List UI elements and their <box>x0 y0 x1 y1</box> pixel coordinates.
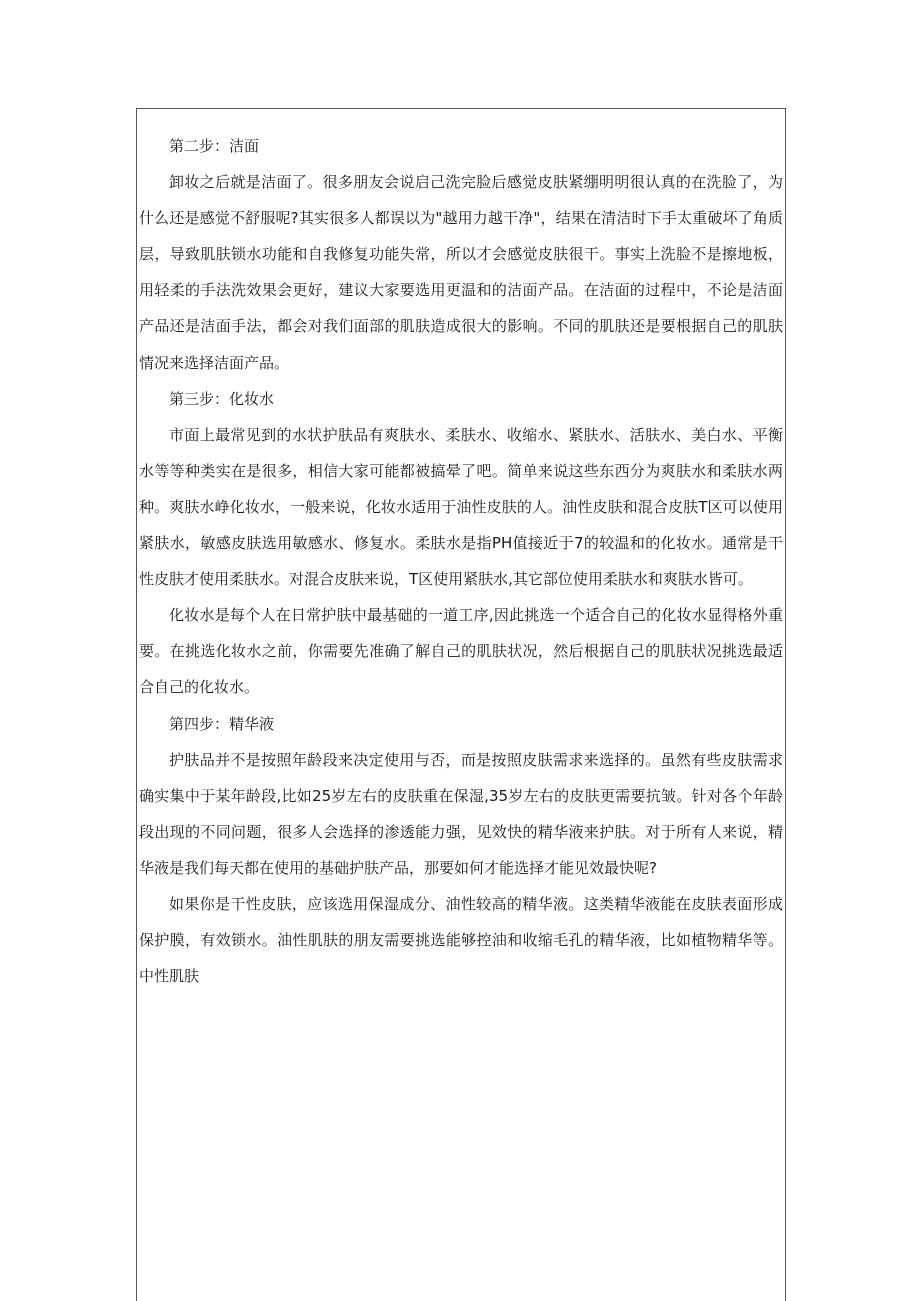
paragraph-cleansing: 卸妆之后就是洁面了。很多朋友会说启己洗完脸后感觉皮肤紧绷明明很认真的在洗脸了，为什么还是感觉不舒服呢?其实很多人都误以为"越用力越干净"，结果在清洁时下手太重破坏了角质层，导致肌肤锁水功能和自我修复功能失常，所以才会感觉皮肤很干。事实上洗脸不是擦地板，用轻柔的手法洗效果会更好，建议大家要选用更温和的洁面产品。在洁面的过程中，不论是洁面产品还是洁面手法，都会对我们面部的肌肤造成很大的影响。不同的肌肤还是要根据自己的肌肤情况来选择洁面产品。 <box>139 173 783 372</box>
paragraph-essence-skin-type: 如果你是干性皮肤，应该选用保湿成分、油性较高的精华液。这类精华液能在皮肤表面形成保护膜，有效锁水。油性肌肤的朋友需要挑选能够控油和收缩毛孔的精华液，比如植物精华等。中性肌肤 <box>139 894 783 986</box>
section-heading-toner: 第三步：化妆水 <box>169 389 275 408</box>
paragraph-toner-types: 市面上最常见到的水状护肤品有爽肤水、柔肤水、收缩水、紧肤水、活肤水、美白水、平衡水等等种类实在是很多，相信大家可能都被搞晕了吧。简单来说这些东西分为爽肤水和柔肤水两种。爽肤水峥化妆水，一般来说，化妆水适用于油性皮肤的人。油性皮肤和混合皮肤T区可以使用紧肤水，敏感皮肤选用敏感水、修复水。柔肤水是指PH值接近于7的较温和的化妆水。通常是干性皮肤才使用柔肤水。对混合皮肤来说，T区使用紧肤水,其它部位使用柔肤水和爽肤水皆可。 <box>139 425 783 589</box>
paragraph-essence-age: 护肤品并不是按照年龄段来决定使用与否，而是按照皮肤需求来选择的。虽然有些皮肤需求确实集中于某年龄段,比如25岁左右的皮肤重在保湿,35岁左右的皮肤更需要抗皱。针对各个年龄段出现的不同问题，很多人会选择的渗透能力强，见效快的精华液来护肤。对于所有人来说，精华液是我们每天都在使用的基础护肤产品，那要如何才能选择才能见效最快呢? <box>139 750 783 877</box>
paragraph-toner-choice: 化妆水是每个人在日常护肤中最基础的一道工序,因此挑选一个适合自己的化妆水显得格外重要。在挑选化妆水之前，你需要先准确了解自己的肌肤状况，然后根据自己的肌肤状况挑选最适合自己的化妆水。 <box>139 606 783 697</box>
section-heading-essence: 第四步：精华液 <box>169 714 275 733</box>
document-body <box>139 128 783 994</box>
section-heading-cleansing: 第二步：洁面 <box>169 137 260 155</box>
page-frame <box>136 108 786 1301</box>
